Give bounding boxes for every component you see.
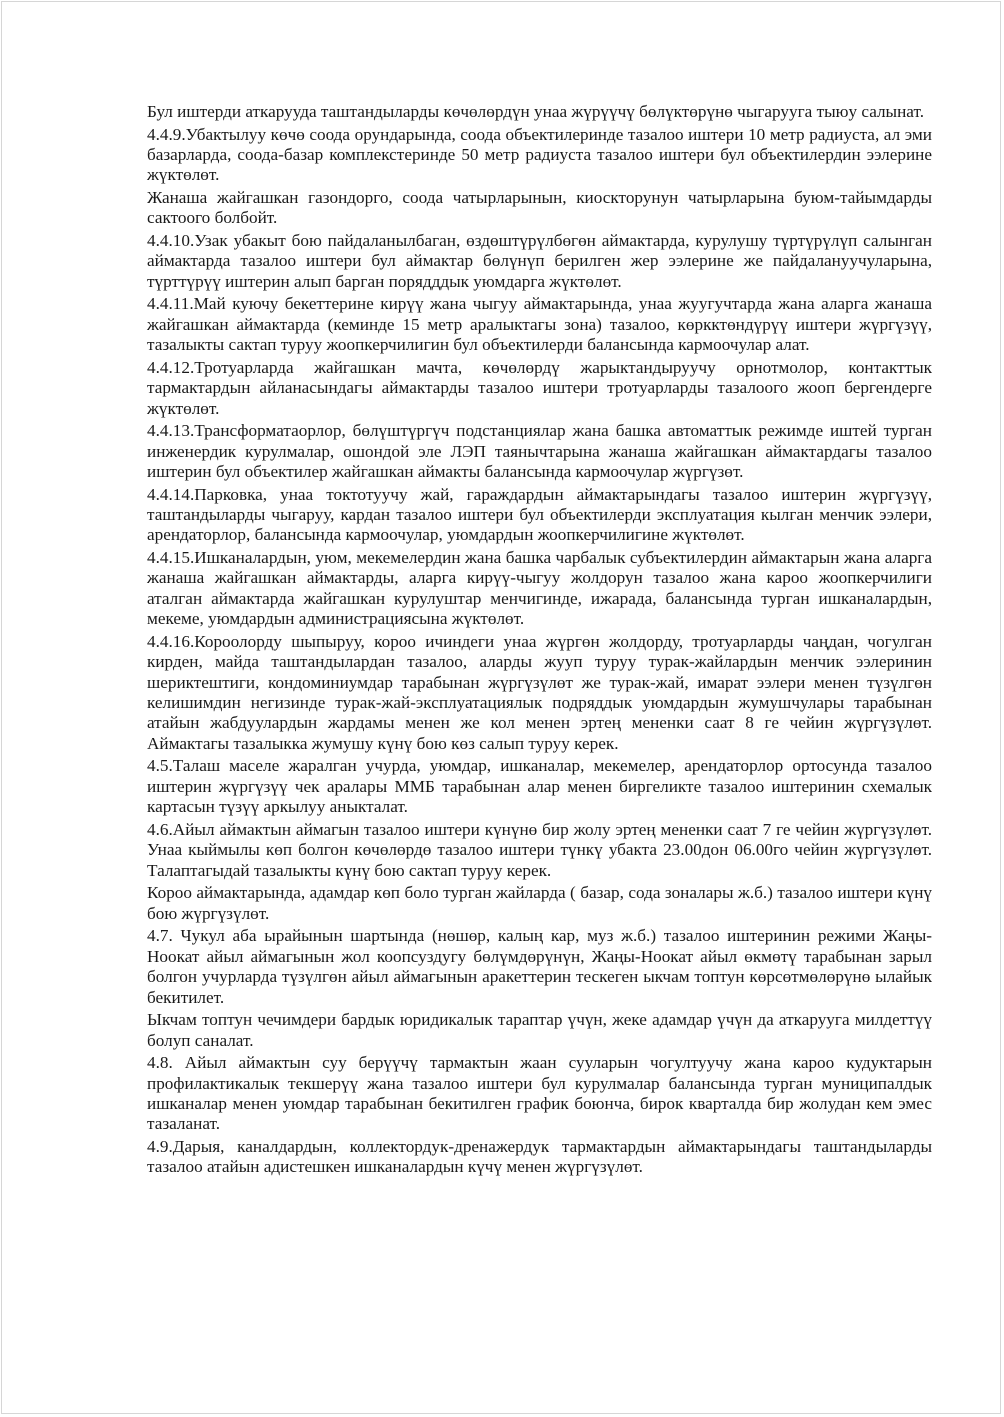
document-body — [147, 102, 932, 1180]
paragraph-4-4-13: 4.4.13.Трансформатаорлор, бөлүштүргүч подстанциялар жана башка автоматтык режимде иштей турган инженердик курулмалар, ошондой эле ЛЭП таянычтарына жанаша жайгашкан аймактардагы тазалоо иштерин бул объектилер жайгашкан аймакты балансында кармоочулар жүргүзөт. — [147, 421, 932, 482]
paragraph-4-4-11: 4.4.11.Май куючу бекеттерине кирүү жана чыгуу аймактарында, унаа жуугучтарда жана аларга жанаша жайгашкан аймактарда (кеминде 15 метр аралыктагы зона) тазалоо, көркктөндүрүү иштери жүргүзүү, тазалыкты сактап туруу жоопкерчилигин бул объектилерди балансында кармоочулар алат. — [147, 294, 932, 355]
paragraph-4-7-note: Ыкчам топтун чечимдери бардык юридикалык тараптар үчүн, жеке адамдар үчүн да аткарууга милдеттүү болуп саналат. — [147, 1010, 932, 1050]
paragraph-4-9: 4.9.Дарыя, каналдардын, коллектордук-дренажердук тармактардын аймактарындагы таштандыларды тазалоо атайын адистешкен ишканалардын күчү менен жүргүзүлөт. — [147, 1136, 932, 1177]
paragraph-4-6: 4.6.Айыл аймактын аймагын тазалоо иштери күнүнө бир жолу эртең мененки саат 7 ге чейин жүргүзүлөт. Унаа кыймылы көп болгон көчөлөрдө тазалоо иштери түнкү убакта 23.00дон 06.00го чейин жүргүзүлөт. Талаптагыдай тазалыкты күнү бою сактап туруу керек. — [147, 819, 932, 880]
paragraph-4-4-9: 4.4.9.Убактылуу көчө соода орундарында, соода объектилеринде тазалоо иштери 10 метр радиуста, ал эми базарларда, соода-базар комплекстеринде 50 метр радиуста тазалоо иштери бул объектилердин ээлерине жүктөлөт. — [147, 124, 932, 185]
paragraph-4-4-10: 4.4.10.Узак убакыт бою пайдаланылбаган, өздөштүрүлбөгөн аймактарда, курулушу түртүрүлүп салынган аймактарда тазалоо иштери бул аймактар бөлүнүп берилген жер ээлерине же пайдалануучуларына, түрттүрүү иштерин алып барган порядддык уюмдарга жүктөлөт. — [147, 231, 932, 291]
paragraph-continuation: Бул иштерди аткарууда таштандыларды көчөлөрдүн унаа жүрүүчү бөлүктөрүнө чыгарууга тыюу салынат. — [147, 102, 925, 121]
paragraph-4-5: 4.5.Талаш маселе жаралган учурда, уюмдар, ишканалар, мекемелер, арендаторлор ортосунда тазалоо иштерин жүргүзүү чек аралары ММБ тарабынан алар менен биргеликте тазалоо иштеринин схемалык картасын түзүү аркылуу аныкталат. — [147, 756, 932, 817]
document-page — [1, 1, 1001, 1414]
paragraph-4-7: 4.7. Чукул аба ырайынын шартында (нөшөр, калың кар, муз ж.б.) тазалоо иштеринин режими Жаңы-Ноокат айыл аймагынын жол коопсуздугу бөлүмдөрүнүн, Жаңы-Ноокат айыл өкмөтү тарабынан зарыл болгон учурларда түзүлгөн айыл аймагынын аракеттерин тескеген ыкчам топтун көрсөтмөлөрүнө ылайык бекитилет. — [147, 926, 932, 1007]
paragraph-4-4-14: 4.4.14.Парковка, унаа токтотуучу жай, гараждардын аймактарындагы тазалоо иштерин жүргүзүү, таштандыларды чыгаруу, кардан тазалоо иштери бул объектилерди эксплуатация кылган менчик ээлери, арендаторлор, балансында кармоочулар, уюмдардын жоопкерчилигине жүктөлөт. — [147, 484, 932, 545]
paragraph-4-6-note: Короо аймактарында, адамдар көп боло турган жайларда ( базар, сода зоналары ж.б.) тазалоо иштери күнү бою жүргүзүлөт. — [147, 883, 932, 923]
paragraph-4-8: 4.8. Айыл аймактын суу берүүчү тармактын жаан сууларын чогултуучу жана кароо кудуктарын профилактикалык текшерүү жана тазалоо иштери бул курулмалар балансында турган муниципалдык ишканалар менен уюмдар тарабынан бекитилген график боюнча, бирок кварталда бир жолудан кем эмес тазаланат. — [147, 1053, 932, 1134]
paragraph-4-4-15: 4.4.15.Ишканалардын, уюм, мекемелердин жана башка чарбалык субъектилердин аймактарын жана аларга жанаша жайгашкан аймактарды, аларга кирүү-чыгуу жолдорун тазалоо жана кароо жоопкерчилиги аталган аймактарда жайгашкан курулуштар менчигинде, ижарада, балансында турган ишканалардын, мекеме, уюмдардын администрациясына жүктөлөт. — [147, 548, 932, 629]
paragraph-4-4-12: 4.4.12.Тротуарларда жайгашкан мачта, көчөлөрдү жарыктандыруучу орнотмолор, контакттык тармактардын айланасындагы аймактарды тазалоо иштери тротуарларды тазалоого жооп бергендерге жүктөлөт. — [147, 357, 932, 418]
paragraph-4-4-16: 4.4.16.Короолорду шыпыруу, короо ичиндеги унаа жүргөн жолдорду, тротуарларды чаңдан, чогулган кирден, майда таштандылардан тазалоо, аларды жууп туруу турак-жайлардын менчик ээлеринин шериктештиги, кондоминиумдар тарабынан жүргүзүлөт же турак-жай, имарат ээлери менен түзүлгөн келишимдин негизинде турак-жай-эксплуатациялык подряддык уюмдардын жумушчулары тарабынан атайын жабдуулардын жардамы менен же кол менен эртең мененки саат 8 ге чейин жүргүзүлөт. Аймактагы тазалыкка жумушу күнү бою көз салып туруу керек. — [147, 631, 932, 753]
paragraph-4-4-9-note: Жанаша жайгашкан газондорго, соода чатырларынын, киоскторунун чатырларына буюм-тайымдарды сактоого болбойт. — [147, 188, 932, 228]
